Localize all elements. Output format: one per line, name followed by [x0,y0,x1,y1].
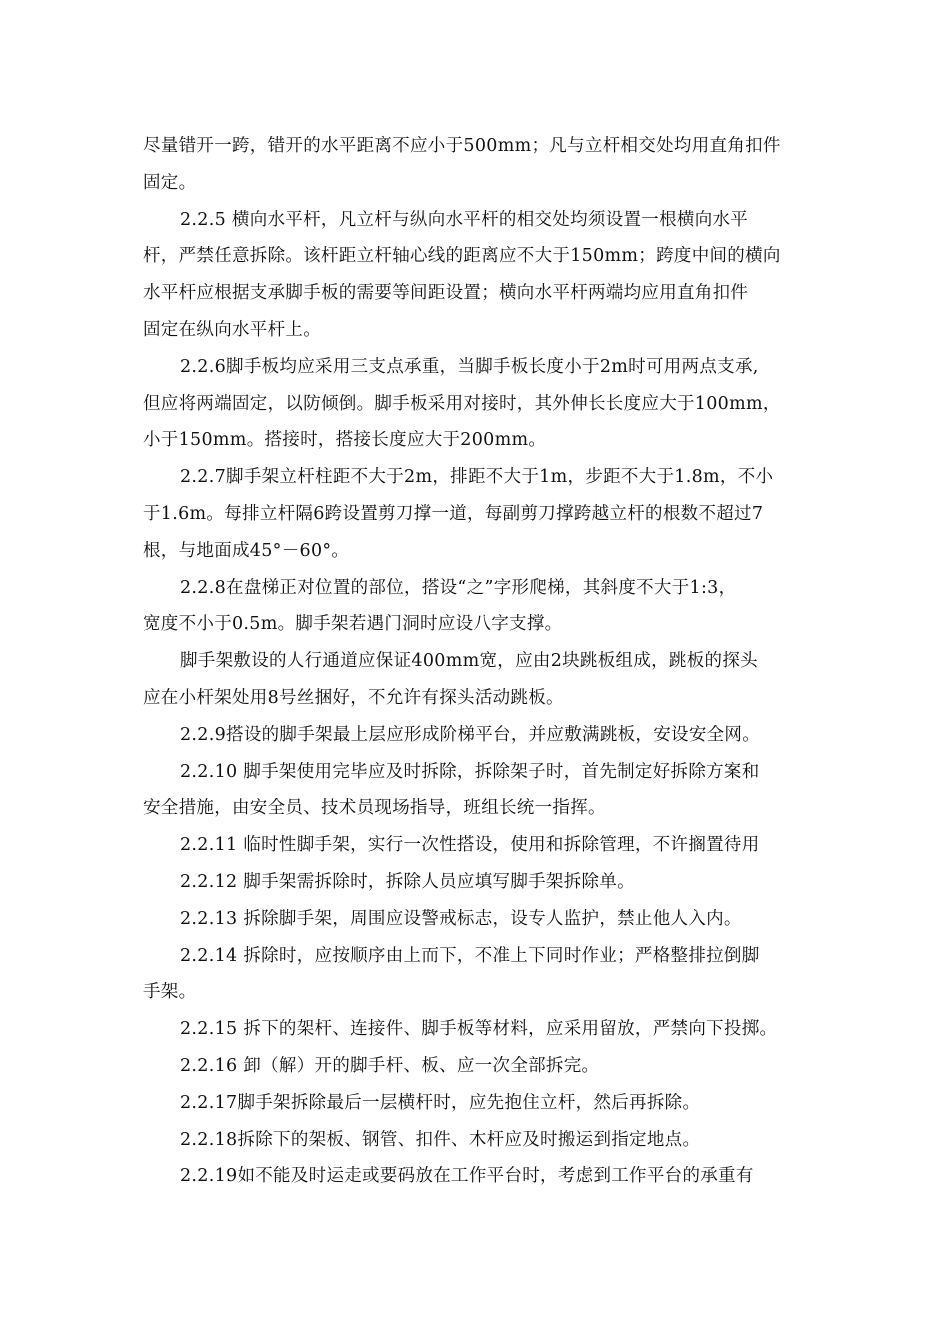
clause-2-2-9: 2.2.9搭设的脚手架最上层应形成阶梯平台，并应敷满跳板，安设安全网。 [180,724,761,745]
text-line: 应在小杆架处用8号丝捆好，不允许有探头活动跳板。 [143,687,564,708]
text-line: 宽度不小于0.5m。脚手架若遇门洞时应设八字支撑。 [143,614,563,635]
text-line: 杆，严禁任意拆除。该杆距立杆轴心线的距离应不大于150mm；跨度中间的横向 [143,246,781,267]
clause-2-2-11: 2.2.11 临时性脚手架，实行一次性搭设，使用和拆除管理，不许搁置待用 [180,835,760,856]
clause-2-2-12: 2.2.12 脚手架需拆除时，拆除人员应填写脚手架拆除单。 [180,871,635,892]
text-line: 手架。 [143,982,197,1003]
clause-2-2-8: 2.2.8在盘梯正对位置的部位，搭设“之”字形爬梯，其斜度不大于1:3， [180,577,737,598]
text-line: 固定。 [143,172,197,193]
clause-2-2-18: 2.2.18拆除下的架板、钢管、扣件、木杆应及时搬运到指定地点。 [180,1129,701,1150]
clause-2-2-17: 2.2.17脚手架拆除最后一层横杆时，应先抱住立杆，然后再拆除。 [180,1092,701,1113]
clause-2-2-14: 2.2.14 拆除时，应按顺序由上而下，不准上下同时作业；严格整排拉倒脚 [180,945,760,966]
text-line: 固定在纵向水平杆上。 [143,319,321,340]
clause-2-2-6: 2.2.6脚手板均应采用三支点承重，当脚手板长度小于2m时可用两点支承, [180,356,759,377]
text-line: 根，与地面成45°－60°。 [143,540,350,561]
text-line: 于1.6m。每排立杆隔6跨设置剪刀撑一道，每副剪刀撑跨越立杆的根数不超过7 [143,503,764,524]
text-line: 水平杆应根据支承脚手板的需要等间距设置；横向水平杆两端均应用直角扣件 [143,283,749,304]
clause-2-2-16: 2.2.16 卸（解）开的脚手杆、板、应一次全部拆完。 [180,1055,600,1076]
text-line: 但应将两端固定，以防倾倒。脚手板采用对接时，其外伸长长度应大于100mm， [143,393,781,414]
clause-2-2-13: 2.2.13 拆除脚手架，周围应设警戒标志，设专人监护，禁止他人入内。 [180,908,742,929]
clause-2-2-15: 2.2.15 拆下的架杆、连接件、脚手板等材料，应采用留放，严禁向下投掷。 [180,1019,778,1040]
clause-2-2-19: 2.2.19如不能及时运走或要码放在工作平台时，考虑到工作平台的承重有 [180,1166,754,1187]
text-line: 小于150mm。搭接时，搭接长度应大于200mm。 [143,430,547,451]
text-line: 安全措施，由安全员、技术员现场指导，班组长统一指挥。 [143,798,606,819]
clause-2-2-7: 2.2.7脚手架立杆柱距不大于2m，排距不大于1m，步距不大于1.8m，不小 [180,467,774,488]
clause-2-2-5: 2.2.5 横向水平杆，凡立杆与纵向水平杆的相交处均须设置一根横向水平 [180,209,749,230]
text-line: 尽量错开一跨，错开的水平距离不应小于500mm；凡与立杆相交处均用直角扣件 [143,136,781,156]
document-body [143,128,823,1195]
clause-2-2-10: 2.2.10 脚手架使用完毕应及时拆除，拆除架子时，首先制定好拆除方案和 [180,761,760,782]
walkway-paragraph: 脚手架敷设的人行通道应保证400mm宽，应由2块跳板组成，跳板的探头 [180,651,758,672]
